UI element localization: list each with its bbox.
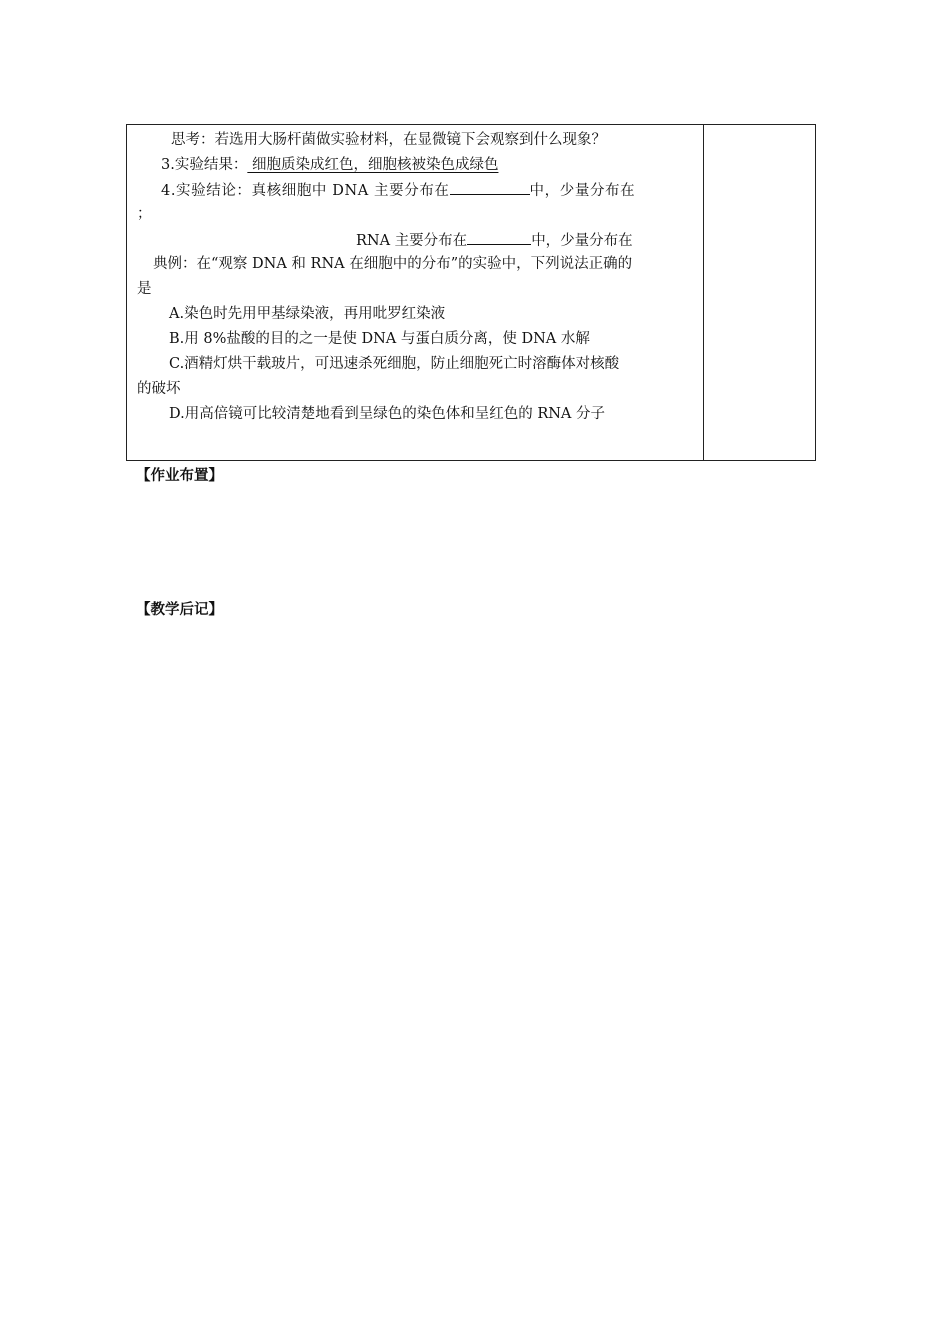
option-b: B.用 8%盐酸的目的之一是使 DNA 与蛋白质分离，使 DNA 水解 [169, 331, 590, 347]
option-c-line-2: 的破坏 [137, 381, 181, 397]
result-line [161, 156, 498, 174]
notes-cell [704, 125, 815, 460]
main-content-cell [127, 125, 704, 460]
example-line-2: 是 [137, 281, 152, 297]
conclusion-line [161, 180, 635, 200]
rna-prefix: RNA 主要分布在 [356, 233, 468, 249]
rna-line [356, 230, 633, 250]
rna-mid: 中，少量分布在 [531, 233, 633, 249]
option-c-line-1: C.酒精灯烘干载玻片，可迅速杀死细胞，防止细胞死亡时溶酶体对核酸 [169, 356, 620, 372]
result-answer: 细胞质染成红色，细胞核被染色成绿色 [247, 157, 499, 173]
option-a: A.染色时先用甲基绿染液，再用吡罗红染液 [169, 306, 446, 322]
homework-heading: 【作业布置】 [136, 467, 223, 484]
content-table [126, 124, 816, 461]
rna-main-blank [467, 230, 531, 245]
result-label: 3.实验结果： [161, 157, 248, 173]
conclusion-tail: ； [137, 206, 152, 222]
option-d: D.用高倍镜可比较清楚地看到呈绿色的染色体和呈红色的 RNA 分子 [169, 406, 606, 422]
think-question: 思考：若选用大肠杆菌做实验材料，在显微镜下会观察到什么现象？ [171, 132, 606, 148]
reflection-heading: 【教学后记】 [136, 601, 223, 618]
conclusion-mid: 中，少量分布在 [529, 183, 636, 199]
conclusion-prefix: 4.实验结论：真核细胞中 DNA 主要分布在 [161, 183, 450, 199]
dna-main-blank [450, 180, 530, 195]
example-line-1: 典例：在“观察 DNA 和 RNA 在细胞中的分布”的实验中，下列说法正确的 [153, 256, 633, 272]
